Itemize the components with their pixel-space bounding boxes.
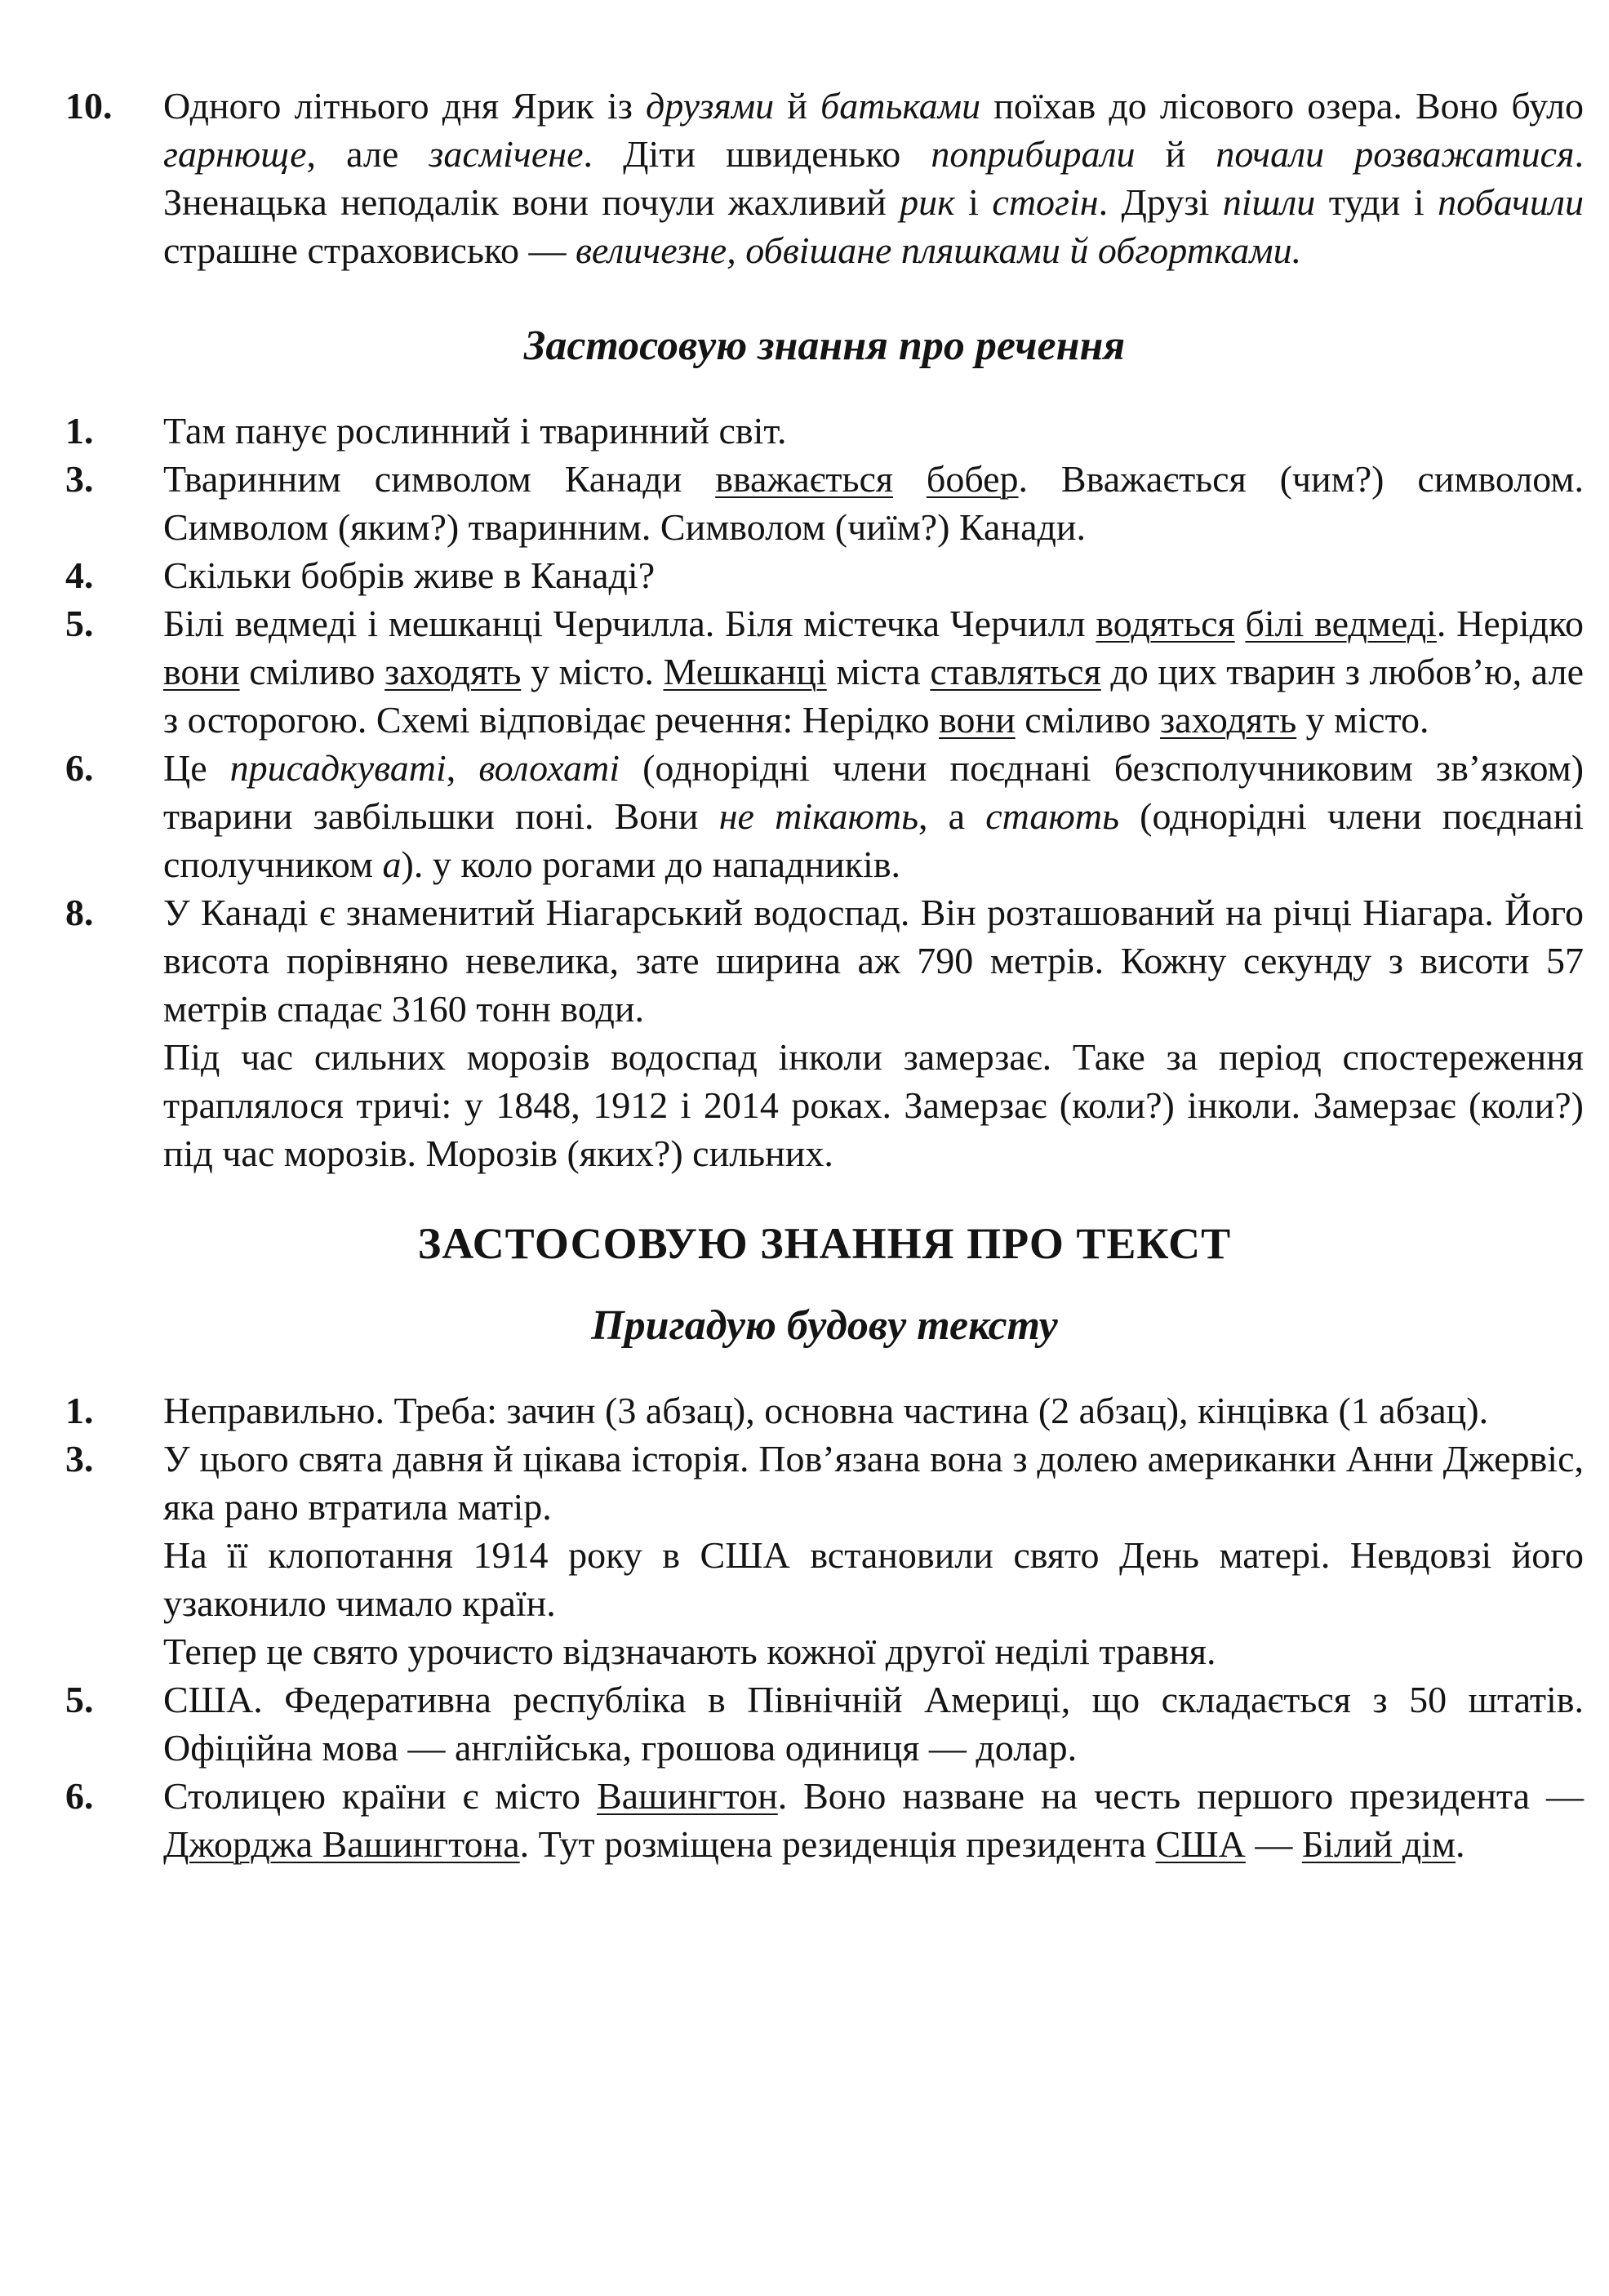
answer-item-3 xyxy=(65,1435,1584,1675)
text-run: , xyxy=(446,747,479,789)
item-number: 5. xyxy=(65,603,94,644)
document-page xyxy=(65,82,1584,1868)
item-number: 6. xyxy=(65,747,94,789)
text-run: сміливо xyxy=(1015,699,1161,741)
text-run xyxy=(893,458,927,500)
italic-word: волохаті xyxy=(478,747,620,789)
text-run: у місто. xyxy=(521,651,664,692)
italic-word: величезне, обвішане пляшками й обгортками. xyxy=(575,229,1302,271)
text-run: . Тут розміщена резиденція президента xyxy=(519,1823,1156,1865)
answer-item-5 xyxy=(65,1675,1584,1772)
paragraph: Під час сильних морозів водоспад інколи замерзає. Таке за період спостереження траплялося тричі: у 1848, 1912 і 2014 роках. Замерзає (коли?) інколи. Замерзає (коли?) під час морозів. Морозів (яких?) сильних. xyxy=(163,1036,1584,1174)
underlined-word: Білий дім xyxy=(1301,1823,1456,1865)
text-run: . xyxy=(1456,1823,1465,1865)
text-run: , а xyxy=(918,795,986,837)
text-run: й xyxy=(1135,133,1216,175)
item-text xyxy=(163,744,1584,888)
underlined-word: вважається xyxy=(715,458,894,500)
underlined-word: бобер xyxy=(926,458,1019,500)
answer-item-1 xyxy=(65,1386,1584,1435)
text-run: Столицею країни є місто xyxy=(163,1775,597,1817)
underlined-word: ставляться xyxy=(930,651,1101,692)
item-text xyxy=(163,888,1584,1177)
answer-item-3 xyxy=(65,455,1584,551)
item-number: 6. xyxy=(65,1775,94,1817)
section-heading-text: ЗАСТОСОВУЮ ЗНАННЯ ПРО ТЕКСТ xyxy=(417,1219,1232,1268)
text-run: . Зненацька неподалік вони почули жахливий xyxy=(163,133,1584,223)
text-run: . Вважається (чим?) символом. Символом (яким?) тваринним. Символом (чиїм?) Канади. xyxy=(163,458,1584,548)
italic-word: не тікають xyxy=(718,795,919,837)
italic-word: почали розважатися xyxy=(1216,133,1575,175)
text-run: поїхав до лісового озера. Воно було xyxy=(980,85,1584,127)
item-text: Скільки бобрів живе в Канаді? xyxy=(163,554,656,596)
item-number: 8. xyxy=(65,892,94,933)
answer-item-1 xyxy=(65,407,1584,455)
text-run xyxy=(1235,603,1246,644)
text-run: туди і xyxy=(1315,181,1438,223)
item-number: 1. xyxy=(65,1390,94,1431)
text-run: сміливо xyxy=(239,651,385,692)
italic-word: а xyxy=(382,843,402,885)
text-run: Одного літнього дня Ярик із xyxy=(163,85,647,127)
italic-word: гарнюще xyxy=(163,133,307,175)
item-text: Там панує рослинний і тваринний світ. xyxy=(163,410,787,452)
paragraph: На її клопотання 1914 року в США встановили свято День матері. Невдовзі його узаконило чимало країн. xyxy=(163,1534,1584,1624)
text-run: . Діти швиденько xyxy=(583,133,931,175)
answer-item-10 xyxy=(65,82,1584,274)
italic-word: присадкуваті xyxy=(229,747,447,789)
underlined-word: білі ведмеді xyxy=(1245,603,1437,644)
italic-word: стогін xyxy=(992,181,1099,223)
italic-word: пішли xyxy=(1222,181,1316,223)
text-run: (однорідні члени поєднані сполучником xyxy=(163,795,1584,885)
underlined-word: заходять xyxy=(384,651,522,692)
underlined-word: вони xyxy=(163,651,240,692)
text-run: до цих тварин з любов’ю, але з осторогою. Схемі відповідає речення: Нерідко xyxy=(163,651,1584,741)
text-run: й xyxy=(774,85,821,127)
item-text: США. Федеративна республіка в Північній Америці, що складається з 50 штатів. Офіційна мова — англійська, грошова одиниця — долар. xyxy=(163,1679,1584,1769)
paragraph: Тепер це свято урочисто відзначають кожної другої неділі травня. xyxy=(163,1631,1216,1672)
item-text xyxy=(163,1772,1584,1868)
text-run: страшне страховисько — xyxy=(163,229,576,271)
text-run: Білі ведмеді і мешканці Черчилла. Біля містечка Черчилл xyxy=(163,603,1096,644)
text-run: ). у коло рогами до нападників. xyxy=(401,843,901,885)
item-text xyxy=(163,455,1584,551)
underlined-word: Мешканці xyxy=(663,651,827,692)
text-run: і xyxy=(954,181,993,223)
text-run: — xyxy=(1245,1823,1302,1865)
italic-word: друзями xyxy=(646,85,775,127)
text-run: , але xyxy=(306,133,429,175)
item-text xyxy=(163,82,1584,274)
text-run: Тваринним символом Канади xyxy=(163,458,716,500)
section-heading-sentence: Застосовую знання про речення xyxy=(523,323,1126,369)
item-number: 10. xyxy=(65,85,113,127)
text-run: у місто. xyxy=(1296,699,1429,741)
underlined-word: заходять xyxy=(1160,699,1297,741)
underlined-word: Вашингтон xyxy=(596,1775,778,1817)
underlined-word: США xyxy=(1155,1823,1246,1865)
answer-item-4 xyxy=(65,551,1584,599)
item-number: 3. xyxy=(65,1438,94,1479)
italic-word: засмічене xyxy=(429,133,584,175)
item-text xyxy=(163,1435,1584,1675)
text-run: (однорідні члени поєднані безсполучниковим зв’язком) тварини завбільшки поні. Вони xyxy=(163,747,1585,837)
text-run: Це xyxy=(163,747,230,789)
italic-word: поприбирали xyxy=(931,133,1136,175)
item-number: 1. xyxy=(65,410,94,452)
answer-item-8 xyxy=(65,888,1584,1177)
answer-item-6 xyxy=(65,1772,1584,1868)
text-run: . Нерідко xyxy=(1436,603,1584,644)
answer-item-5 xyxy=(65,599,1584,744)
item-text: Неправильно. Треба: зачин (3 абзац), основна частина (2 абзац), кінцівка (1 абзац). xyxy=(163,1390,1489,1431)
text-run: . Друзі xyxy=(1098,181,1223,223)
text-run: . Воно назване на честь першого президента — xyxy=(777,1775,1584,1817)
paragraph: У Канаді є знаменитий Ніагарський водоспад. Він розташований на річці Ніагара. Його висота порівняно невелика, зате ширина аж 790 метрів. Кожну секунду з висоти 57 метрів спадає 3160 тонн води. xyxy=(163,892,1584,1030)
section-subheading-structure: Пригадую будову тексту xyxy=(591,1302,1058,1349)
underlined-word: Джорджа Вашингтона xyxy=(163,1823,520,1865)
item-text xyxy=(163,599,1584,744)
italic-word: побачили xyxy=(1438,181,1584,223)
item-number: 3. xyxy=(65,458,94,500)
italic-word: рик xyxy=(900,181,955,223)
italic-word: стають xyxy=(985,795,1120,837)
item-number: 4. xyxy=(65,554,94,596)
text-run: міста xyxy=(826,651,931,692)
underlined-word: вони xyxy=(939,699,1016,741)
underlined-word: водяться xyxy=(1096,603,1235,644)
answer-item-6 xyxy=(65,744,1584,888)
item-number: 5. xyxy=(65,1679,94,1720)
italic-word: батьками xyxy=(820,85,981,127)
paragraph: У цього свята давня й цікава історія. Пов’язана вона з долею американки Анни Джервіс, яка рано втратила матір. xyxy=(163,1438,1584,1528)
